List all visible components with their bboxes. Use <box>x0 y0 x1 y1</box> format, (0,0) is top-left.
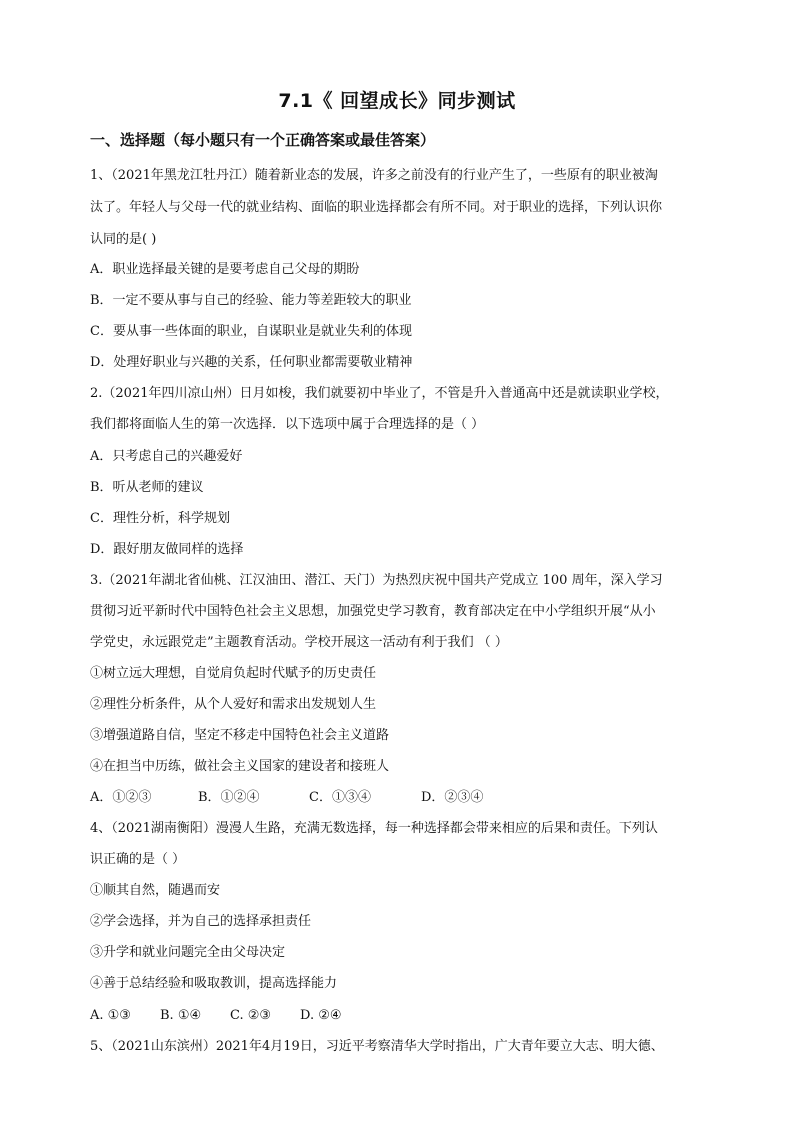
answer-option: D．处理好职业与兴趣的关系，任何职业都需要敬业精神 <box>90 355 413 370</box>
answer-options-row <box>90 1006 710 1026</box>
question-text: 汰了。年轻人与父母一代的就业结构、面临的职业选择都会有所不同。对于职业的选择，下列认识你 <box>90 200 663 215</box>
question-text: 5、（2021山东滨州）2021年4月19日，习近平考察清华大学时指出，广大青年要立大志、明大德、 <box>90 1039 664 1054</box>
question-text: 4、（2021湖南衡阳）漫漫人生路，充满无数选择，每一种选择都会带来相应的后果和责任。下列认 <box>90 821 658 836</box>
question-text: 贯彻习近平新时代中国特色社会主义思想，加强党史学习教育，教育部决定在中小学组织开展“从小 <box>90 604 656 619</box>
question-text: 2.（2021年四川凉山州）日月如梭，我们就要初中毕业了，不管是升入普通高中还是就读职业学校， <box>90 386 669 401</box>
answer-option: C．要从事一些体面的职业，自谋职业是就业失利的体现 <box>90 324 412 339</box>
question-text: 学党史，永远跟党走”主题教育活动。学校开展这一活动有利于我们 （ ） <box>90 635 508 650</box>
answer-option: C. ②③ <box>230 1008 272 1023</box>
question-text: 3.（2021年湖北省仙桃、江汉油田、潜江、天门）为热烈庆祝中国共产党成立 100 周年，深入学习 <box>90 573 663 588</box>
answer-option: A. ①③ <box>90 1008 131 1023</box>
answer-option: D．跟好朋友做同样的选择 <box>90 542 244 557</box>
question-text: 我们都将面临人生的第一次选择．以下选项中属于合理选择的是（ ） <box>90 417 485 432</box>
statement-item: ①顺其自然，随遇而安 <box>90 883 221 898</box>
page-title: 7.1《 回望成长》同步测试 <box>278 90 516 112</box>
section-heading: 一、选择题（每小题只有一个正确答案或最佳答案） <box>90 131 436 149</box>
question-text: 识正确的是（ ） <box>90 852 186 867</box>
statement-item: ④在担当中历练，做社会主义国家的建设者和接班人 <box>90 759 390 774</box>
statement-item: ②理性分析条件，从个人爱好和需求出发规划人生 <box>90 697 377 712</box>
answer-options-row <box>90 788 710 808</box>
statement-item: ②学会选择，并为自己的选择承担责任 <box>90 914 312 929</box>
statement-item: ④善于总结经验和吸取教训，提高选择能力 <box>90 976 338 991</box>
answer-option: C．理性分析，科学规划 <box>90 511 230 526</box>
answer-option: A．职业选择最关键的是要考虑自己父母的期盼 <box>90 262 360 277</box>
answer-option: A．只考虑自己的兴趣爱好 <box>90 449 243 464</box>
question-text: 1、（2021年黑龙江牡丹江）随着新业态的发展，许多之前没有的行业产生了，一些原有的职业被淘 <box>90 168 658 183</box>
statement-item: ③增强道路自信，坚定不移走中国特色社会主义道路 <box>90 728 390 743</box>
question-text: 认同的是( ) <box>90 232 157 247</box>
answer-option: B．一定不要从事与自己的经验、能力等差距较大的职业 <box>90 293 412 308</box>
answer-option: D. ②④ <box>300 1008 342 1023</box>
statement-item: ③升学和就业问题完全由父母决定 <box>90 945 286 960</box>
answer-option: D．②③④ <box>421 790 484 805</box>
answer-option: B. ①④ <box>160 1008 202 1023</box>
answer-option: C．①③④ <box>309 790 371 805</box>
answer-option: A．①②③ <box>90 790 152 805</box>
answer-option: B．听从老师的建议 <box>90 480 204 495</box>
statement-item: ①树立远大理想，自觉肩负起时代赋予的历史责任 <box>90 666 377 681</box>
answer-option: B．①②④ <box>198 790 260 805</box>
